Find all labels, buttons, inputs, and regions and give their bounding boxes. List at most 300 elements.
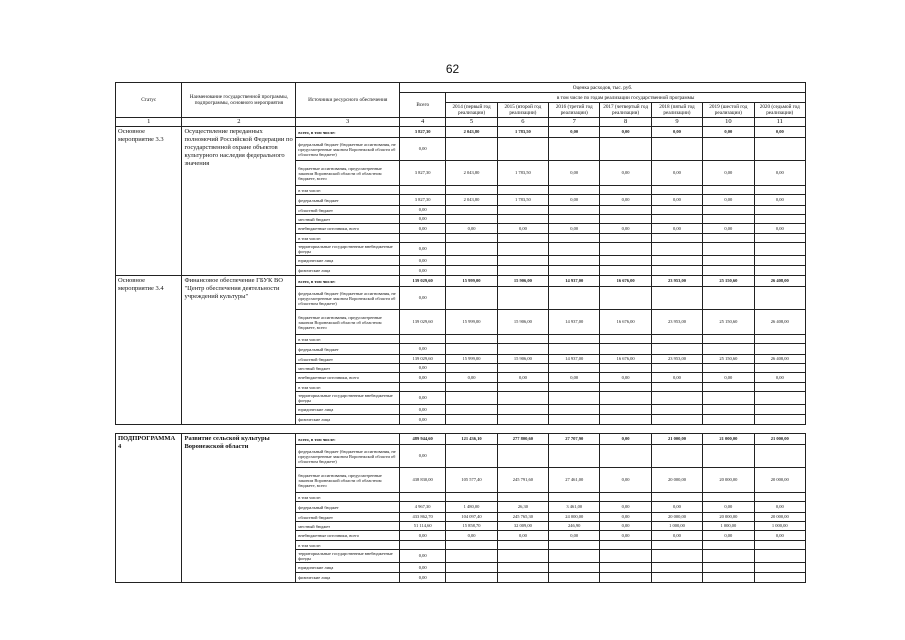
value-cell <box>754 234 806 243</box>
row-name: Осуществление переданных полномочий Российской Федерации по государственной охране объектов культурного наследия федерального значения <box>182 127 296 276</box>
value-cell <box>600 445 651 468</box>
value-cell: 21 000,00 <box>651 434 702 445</box>
value-cell: 105 577,40 <box>446 468 497 493</box>
page-number: 62 <box>445 62 460 76</box>
value-cell <box>549 550 600 563</box>
value-cell <box>600 415 651 425</box>
value-cell: 245 791,60 <box>497 468 548 493</box>
value-cell <box>703 335 754 344</box>
value-cell <box>497 364 548 373</box>
value-cell <box>703 206 754 215</box>
value-cell: 20 000,00 <box>651 468 702 493</box>
header-year: 2016 (третий год реализации) <box>549 103 600 118</box>
column-number: 7 <box>549 118 600 127</box>
value-cell <box>754 256 806 266</box>
header-year: 2014 (первый год реализации) <box>446 103 497 118</box>
header-year: 2020 (седьмой год реализации) <box>754 103 806 118</box>
value-cell <box>549 405 600 415</box>
value-cell <box>703 287 754 310</box>
value-cell: 0,00 <box>600 531 651 541</box>
value-cell <box>446 392 497 405</box>
value-cell <box>600 186 651 195</box>
value-cell: 0,00 <box>497 531 548 541</box>
value-cell <box>497 550 548 563</box>
value-cell <box>446 215 497 224</box>
value-cell: 0,00 <box>400 392 446 405</box>
column-number: 8 <box>600 118 651 127</box>
value-cell <box>446 563 497 573</box>
value-cell <box>703 573 754 583</box>
value-cell: 27 707,90 <box>549 434 600 445</box>
column-number: 3 <box>296 118 400 127</box>
value-cell: 25 150,60 <box>703 310 754 335</box>
value-cell <box>400 234 446 243</box>
value-cell: 139 029,60 <box>400 355 446 364</box>
value-cell: 0,00 <box>703 195 754 206</box>
value-cell <box>600 138 651 161</box>
column-number-row <box>116 118 806 127</box>
header-year: 2018 (пятый год реализации) <box>651 103 702 118</box>
value-cell: 0,00 <box>651 373 702 383</box>
source-cell: в том числе: <box>296 383 400 392</box>
value-cell: 0,00 <box>400 405 446 415</box>
value-cell: 1 000,00 <box>703 522 754 531</box>
header-name: Наименование государственной программы, подпрограммы, основного мероприятия <box>182 83 296 118</box>
value-cell <box>446 541 497 550</box>
source-cell: местный бюджет <box>296 364 400 373</box>
value-cell: 23 953,00 <box>651 355 702 364</box>
source-cell: федеральный бюджет <box>296 502 400 513</box>
value-cell <box>754 541 806 550</box>
value-cell <box>446 445 497 468</box>
value-cell: 0,00 <box>400 266 446 276</box>
value-cell <box>651 215 702 224</box>
source-cell: физические лица <box>296 573 400 583</box>
value-cell: 0,00 <box>754 195 806 206</box>
value-cell <box>497 415 548 425</box>
value-cell <box>549 186 600 195</box>
value-cell <box>600 215 651 224</box>
value-cell: 16 676,00 <box>600 276 651 287</box>
value-cell <box>754 344 806 355</box>
header-year: 2019 (шестой год реализации) <box>703 103 754 118</box>
value-cell: 2 043,80 <box>446 127 497 138</box>
source-cell: всего, в том числе: <box>296 434 400 445</box>
value-cell: 15 999,00 <box>446 276 497 287</box>
header-year: 2017 (четвертый год реализации) <box>600 103 651 118</box>
value-cell: 1 783,50 <box>497 195 548 206</box>
section-separator <box>116 425 806 434</box>
value-cell <box>754 573 806 583</box>
value-cell <box>497 287 548 310</box>
value-cell: 23 953,00 <box>651 310 702 335</box>
value-cell <box>703 243 754 256</box>
value-cell: 0,00 <box>600 522 651 531</box>
value-cell <box>651 405 702 415</box>
value-cell: 21 000,00 <box>754 434 806 445</box>
value-cell: 277 800,60 <box>497 434 548 445</box>
value-cell <box>703 215 754 224</box>
value-cell <box>497 215 548 224</box>
value-cell <box>549 335 600 344</box>
value-cell <box>446 206 497 215</box>
source-cell: юридические лица <box>296 563 400 573</box>
value-cell: 0,00 <box>651 531 702 541</box>
value-cell <box>400 383 446 392</box>
value-cell: 3 461,00 <box>549 502 600 513</box>
value-cell <box>651 364 702 373</box>
header-total: Всего <box>400 93 446 118</box>
value-cell <box>446 234 497 243</box>
value-cell <box>600 256 651 266</box>
value-cell <box>703 256 754 266</box>
value-cell <box>446 550 497 563</box>
value-cell: 20 000,00 <box>754 468 806 493</box>
header-by-years: в том числе по годам реализации государственной программы <box>446 93 806 103</box>
source-cell: внебюджетные источники, всего <box>296 531 400 541</box>
value-cell <box>549 206 600 215</box>
value-cell: 139 029,60 <box>400 276 446 287</box>
source-cell: местный бюджет <box>296 215 400 224</box>
value-cell: 0,00 <box>651 502 702 513</box>
value-cell: 20 000,00 <box>703 513 754 522</box>
source-cell: в том числе: <box>296 541 400 550</box>
value-cell: 14 937,00 <box>549 310 600 335</box>
column-number: 2 <box>182 118 296 127</box>
value-cell: 0,00 <box>497 373 548 383</box>
value-cell: 20 000,00 <box>651 513 702 522</box>
value-cell <box>651 344 702 355</box>
value-cell <box>703 445 754 468</box>
value-cell <box>600 287 651 310</box>
value-cell: 1 783,50 <box>497 127 548 138</box>
value-cell: 489 944,60 <box>400 434 446 445</box>
source-cell: внебюджетные источники, всего <box>296 224 400 234</box>
value-cell: 23 953,00 <box>651 276 702 287</box>
value-cell <box>497 541 548 550</box>
value-cell <box>549 364 600 373</box>
value-cell: 32 009,00 <box>497 522 548 531</box>
value-cell <box>497 573 548 583</box>
value-cell <box>754 243 806 256</box>
value-cell <box>549 415 600 425</box>
value-cell <box>497 344 548 355</box>
value-cell: 0,00 <box>651 127 702 138</box>
value-cell: 0,00 <box>703 127 754 138</box>
source-cell: всего, в том числе: <box>296 276 400 287</box>
value-cell <box>400 541 446 550</box>
value-cell <box>754 415 806 425</box>
header-status: Статус <box>116 83 182 118</box>
value-cell: 0,00 <box>600 468 651 493</box>
source-cell: бюджетные ассигнования, предусмотренные законом Воронежской области об областном бюджете, всего <box>296 161 400 186</box>
value-cell: 0,00 <box>400 550 446 563</box>
value-cell <box>703 383 754 392</box>
value-cell <box>754 206 806 215</box>
value-cell <box>651 550 702 563</box>
value-cell <box>446 415 497 425</box>
source-cell: федеральный бюджет <box>296 344 400 355</box>
value-cell: 27 461,00 <box>549 468 600 493</box>
source-cell: областной бюджет <box>296 513 400 522</box>
value-cell: 0,00 <box>400 243 446 256</box>
value-cell <box>549 383 600 392</box>
value-cell: 0,00 <box>549 373 600 383</box>
value-cell: 1 783,50 <box>497 161 548 186</box>
value-cell: 246,90 <box>549 522 600 531</box>
value-cell <box>651 383 702 392</box>
value-cell <box>703 186 754 195</box>
source-cell: физические лица <box>296 266 400 276</box>
value-cell <box>651 392 702 405</box>
value-cell <box>754 445 806 468</box>
value-cell: 0,00 <box>400 256 446 266</box>
value-cell <box>549 344 600 355</box>
header-estimate: Оценка расходов, тыс. руб. <box>400 83 806 93</box>
value-cell: 438 830,00 <box>400 468 446 493</box>
source-cell: в том числе: <box>296 234 400 243</box>
value-cell: 0,00 <box>400 563 446 573</box>
value-cell <box>497 256 548 266</box>
value-cell: 0,00 <box>600 161 651 186</box>
value-cell: 0,00 <box>600 373 651 383</box>
value-cell: 26 408,00 <box>754 355 806 364</box>
column-number: 11 <box>754 118 806 127</box>
value-cell: 0,00 <box>600 434 651 445</box>
value-cell <box>400 493 446 502</box>
source-cell: физические лица <box>296 415 400 425</box>
value-cell <box>497 234 548 243</box>
value-cell: 0,00 <box>754 373 806 383</box>
header-year: 2015 (второй год реализации) <box>497 103 548 118</box>
source-cell: в том числе: <box>296 335 400 344</box>
budget-table <box>115 82 806 583</box>
value-cell <box>446 405 497 415</box>
value-cell: 0,00 <box>400 138 446 161</box>
value-cell <box>497 266 548 276</box>
value-cell: 0,00 <box>703 531 754 541</box>
value-cell <box>497 563 548 573</box>
value-cell <box>651 186 702 195</box>
value-cell <box>446 266 497 276</box>
source-cell: внебюджетные источники, всего <box>296 373 400 383</box>
source-cell: юридические лица <box>296 256 400 266</box>
value-cell <box>549 243 600 256</box>
value-cell <box>651 335 702 344</box>
value-cell <box>600 364 651 373</box>
value-cell: 20 000,00 <box>703 468 754 493</box>
value-cell <box>549 563 600 573</box>
value-cell <box>600 573 651 583</box>
value-cell <box>651 256 702 266</box>
value-cell: 0,00 <box>497 224 548 234</box>
source-cell: федеральный бюджет (бюджетные ассигнования, не предусмотренные законом Воронежской области об областном бюджете) <box>296 287 400 310</box>
value-cell: 1 000,00 <box>651 522 702 531</box>
value-cell <box>754 215 806 224</box>
value-cell: 0,00 <box>703 161 754 186</box>
value-cell <box>497 445 548 468</box>
value-cell <box>651 266 702 276</box>
value-cell <box>600 405 651 415</box>
source-cell: местный бюджет <box>296 522 400 531</box>
value-cell: 0,00 <box>400 224 446 234</box>
source-cell: федеральный бюджет (бюджетные ассигнования, не предусмотренные законом Воронежской области об областном бюджете) <box>296 138 400 161</box>
value-cell <box>600 493 651 502</box>
value-cell <box>600 344 651 355</box>
value-cell <box>446 287 497 310</box>
table-body <box>116 127 806 583</box>
value-cell: 16 676,00 <box>600 310 651 335</box>
value-cell <box>651 445 702 468</box>
value-cell: 139 029,60 <box>400 310 446 335</box>
value-cell: 15 999,00 <box>446 355 497 364</box>
value-cell <box>600 383 651 392</box>
value-cell: 0,00 <box>549 531 600 541</box>
value-cell <box>600 563 651 573</box>
value-cell <box>446 383 497 392</box>
value-cell <box>600 550 651 563</box>
column-number: 6 <box>497 118 548 127</box>
value-cell: 0,00 <box>600 127 651 138</box>
value-cell: 0,00 <box>400 445 446 468</box>
value-cell: 0,00 <box>600 224 651 234</box>
value-cell: 26 408,00 <box>754 276 806 287</box>
value-cell: 14 937,00 <box>549 355 600 364</box>
source-cell: федеральный бюджет <box>296 195 400 206</box>
source-cell: бюджетные ассигнования, предусмотренные законом Воронежской области об областном бюджете, всего <box>296 468 400 493</box>
source-cell: областной бюджет <box>296 355 400 364</box>
value-cell <box>754 405 806 415</box>
value-cell: 0,00 <box>549 195 600 206</box>
table-row <box>116 276 806 287</box>
value-cell <box>651 234 702 243</box>
value-cell <box>754 335 806 344</box>
value-cell <box>549 287 600 310</box>
value-cell <box>703 541 754 550</box>
value-cell <box>400 335 446 344</box>
value-cell: 24 000,00 <box>549 513 600 522</box>
value-cell: 3 827,30 <box>400 161 446 186</box>
value-cell <box>549 445 600 468</box>
value-cell: 0,00 <box>703 502 754 513</box>
value-cell: 0,00 <box>400 215 446 224</box>
value-cell <box>446 335 497 344</box>
value-cell <box>446 364 497 373</box>
value-cell: 0,00 <box>400 531 446 541</box>
value-cell <box>754 266 806 276</box>
value-cell <box>497 206 548 215</box>
value-cell <box>400 186 446 195</box>
value-cell: 0,00 <box>651 195 702 206</box>
value-cell: 3 827,30 <box>400 127 446 138</box>
value-cell <box>703 344 754 355</box>
column-number: 5 <box>446 118 497 127</box>
value-cell: 51 114,60 <box>400 522 446 531</box>
value-cell: 0,00 <box>600 513 651 522</box>
value-cell <box>497 335 548 344</box>
value-cell <box>754 392 806 405</box>
value-cell <box>651 243 702 256</box>
value-cell: 0,00 <box>549 161 600 186</box>
column-number: 4 <box>400 118 446 127</box>
value-cell: 0,00 <box>651 161 702 186</box>
value-cell: 0,00 <box>400 373 446 383</box>
value-cell <box>651 563 702 573</box>
header-sources: Источники ресурсного обеспечения <box>296 83 400 118</box>
value-cell: 0,00 <box>400 364 446 373</box>
value-cell <box>600 541 651 550</box>
value-cell <box>446 573 497 583</box>
row-status: Основное мероприятие 3.4 <box>116 276 182 425</box>
value-cell: 2 043,80 <box>446 161 497 186</box>
value-cell: 15 906,00 <box>497 276 548 287</box>
value-cell <box>549 392 600 405</box>
value-cell: 121 436,10 <box>446 434 497 445</box>
value-cell: 0,00 <box>754 502 806 513</box>
value-cell: 3 827,30 <box>400 195 446 206</box>
value-cell <box>703 415 754 425</box>
value-cell <box>497 383 548 392</box>
value-cell <box>600 206 651 215</box>
separator-cell <box>116 425 806 434</box>
value-cell <box>446 243 497 256</box>
column-number: 10 <box>703 118 754 127</box>
value-cell: 15 906,00 <box>497 355 548 364</box>
value-cell <box>549 215 600 224</box>
value-cell: 0,00 <box>549 127 600 138</box>
value-cell <box>754 493 806 502</box>
value-cell: 26,30 <box>497 502 548 513</box>
value-cell <box>703 563 754 573</box>
value-cell: 0,00 <box>703 224 754 234</box>
source-cell: всего, в том числе: <box>296 127 400 138</box>
row-name: Финансовое обеспечение ГБУК ВО "Центр обеспечения деятельности учреждений культуры" <box>182 276 296 425</box>
column-number: 1 <box>116 118 182 127</box>
table-row <box>116 434 806 445</box>
value-cell <box>703 405 754 415</box>
value-cell <box>703 493 754 502</box>
source-cell: территориальные государственные внебюджетные фонды <box>296 243 400 256</box>
source-cell: федеральный бюджет (бюджетные ассигнования, не предусмотренные законом Воронежской области об областном бюджете) <box>296 445 400 468</box>
value-cell: 16 676,00 <box>600 355 651 364</box>
value-cell: 0,00 <box>400 206 446 215</box>
value-cell <box>651 493 702 502</box>
value-cell <box>754 563 806 573</box>
value-cell <box>754 186 806 195</box>
value-cell: 433 862,70 <box>400 513 446 522</box>
value-cell: 0,00 <box>754 224 806 234</box>
value-cell <box>549 266 600 276</box>
value-cell: 4 967,30 <box>400 502 446 513</box>
value-cell: 25 150,60 <box>703 276 754 287</box>
value-cell <box>754 550 806 563</box>
source-cell: юридические лица <box>296 405 400 415</box>
value-cell <box>446 138 497 161</box>
value-cell <box>600 392 651 405</box>
value-cell: 104 097,40 <box>446 513 497 522</box>
value-cell <box>549 138 600 161</box>
value-cell: 20 000,00 <box>754 513 806 522</box>
value-cell <box>549 256 600 266</box>
row-name: Развитие сельской культуры Воронежской области <box>182 434 296 583</box>
value-cell: 25 150,60 <box>703 355 754 364</box>
value-cell: 0,00 <box>651 224 702 234</box>
value-cell <box>703 266 754 276</box>
value-cell <box>600 234 651 243</box>
value-cell: 15 858,70 <box>446 522 497 531</box>
value-cell: 21 000,00 <box>703 434 754 445</box>
value-cell: 0,00 <box>400 287 446 310</box>
